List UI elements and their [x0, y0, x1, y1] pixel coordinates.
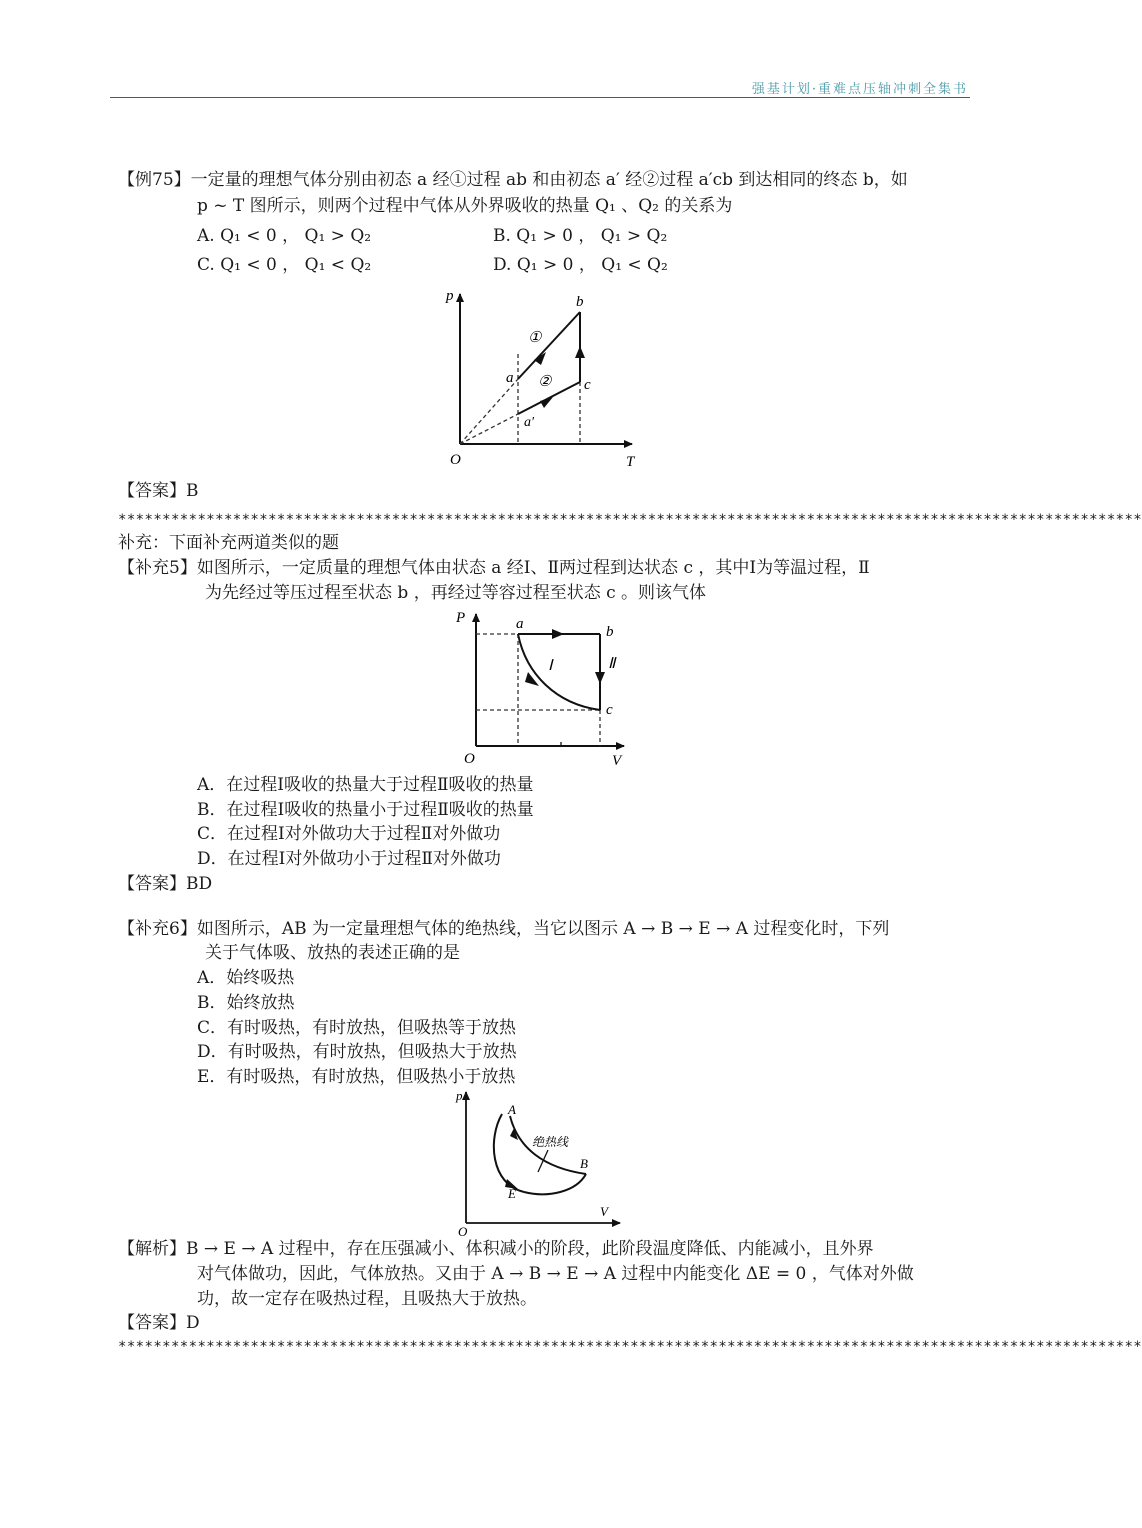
s6-option-b: B．始终放热 — [197, 993, 295, 1013]
process-cb-arrow — [575, 346, 585, 358]
supplement-intro: 补充：下面补充两道类似的题 — [118, 533, 339, 553]
header-rule — [110, 97, 970, 98]
label-p: p — [446, 288, 454, 304]
ex75-option-c: C. Q₁ < 0 ， Q₁ < Q₂ — [197, 255, 372, 275]
running-header: 强基计划·重难点压轴冲刺全集书 — [751, 82, 968, 97]
ex75-option-d: D. Q₁ > 0 ， Q₁ < Q₂ — [493, 255, 668, 275]
label-c: c — [584, 377, 591, 393]
label-adiabat: 绝热线 — [532, 1135, 569, 1149]
ex75-question-2: p ~ T 图所示，则两个过程中气体从外界吸收的热量 Q₁ 、Q₂ 的关系为 — [197, 196, 733, 216]
process-BE — [524, 1174, 586, 1194]
s6-question-2: 关于气体吸、放热的表述正确的是 — [205, 943, 460, 963]
ex75-option-b: B. Q₁ > 0 ， Q₁ > Q₂ — [493, 226, 668, 246]
s5-option-a: A．在过程Ⅰ吸收的热量大于过程Ⅱ吸收的热量 — [197, 775, 534, 795]
label-process-1: ① — [528, 330, 542, 346]
s5-option-d: D．在过程Ⅰ对外做功小于过程Ⅱ对外做功 — [197, 849, 501, 869]
s6-analysis-3: 功，故一定存在吸热过程，且吸热大于放热。 — [197, 1289, 537, 1309]
label-A: A — [508, 1102, 516, 1117]
ex75-line1 — [118, 168, 908, 192]
s6-question-1: 如图所示，AB 为一定量理想气体的绝热线，当它以图示 A → B → E → A 过程变化时，下列 — [196, 919, 890, 939]
label-a: a — [506, 370, 514, 386]
ex75-question-1: 一定量的理想气体分别由初态 a 经①过程 ab 和由初态 a′ 经②过程 a′cb 到达相同的终态 b，如 — [190, 170, 908, 190]
label-O: O — [450, 452, 461, 468]
s5-PV-diagram — [448, 608, 638, 768]
label-process-I: Ⅰ — [548, 658, 553, 674]
label-V: V — [600, 1204, 608, 1219]
ab-arrow — [552, 629, 564, 639]
s5-answer: 【答案】BD — [118, 874, 213, 894]
s6-line1 — [118, 917, 889, 941]
ex75-answer: 【答案】B — [118, 481, 199, 501]
s6-tag: 【补充6】 — [118, 919, 197, 939]
process-EA — [494, 1114, 524, 1192]
label-V: V — [612, 753, 622, 769]
label-b: b — [576, 294, 584, 310]
label-a-prime: a′ — [524, 415, 535, 430]
ex75-option-a: A. Q₁ < 0 ， Q₁ > Q₂ — [197, 226, 372, 246]
isothermal-ac — [518, 634, 600, 710]
label-O: O — [464, 751, 475, 767]
isochore-a-prime — [460, 414, 518, 444]
s5-option-b: B．在过程Ⅰ吸收的热量小于过程Ⅱ吸收的热量 — [197, 800, 534, 820]
s5-question-2: 为先经过等压过程至状态 b ，再经过等容过程至状态 c 。则该气体 — [205, 583, 707, 603]
s6-option-e: E．有时吸热，有时放热，但吸热小于放热 — [197, 1067, 516, 1087]
label-T: T — [626, 454, 635, 470]
label-p: p — [456, 1088, 463, 1103]
s5-tag: 【补充5】 — [118, 558, 197, 578]
label-O: O — [458, 1224, 468, 1239]
separator-2: ******************************************************************************************************************** — [118, 1339, 1142, 1355]
isochore-a — [460, 379, 518, 444]
s6-pV-diagram — [452, 1088, 632, 1238]
adiabat-leader — [538, 1150, 548, 1172]
ex75-tag: 【例75】 — [118, 170, 191, 190]
s6-option-a: A．始终吸热 — [197, 968, 295, 988]
s6-analysis-2: 对气体做功，因此，气体放热。又由于 A → B → E → A 过程中内能变化 ΔE = 0 ，气体对外做 — [197, 1264, 914, 1284]
label-E: E — [508, 1186, 516, 1201]
label-B: B — [580, 1156, 588, 1171]
label-P: P — [456, 610, 466, 626]
label-b: b — [606, 624, 614, 640]
bc-arrow — [595, 672, 605, 684]
s6-analysis-1: B → E → A 过程中，存在压强减小、体积减小的阶段，此阶段温度降低、内能减小，且外界 — [186, 1239, 874, 1259]
label-a: a — [516, 616, 524, 632]
label-c: c — [606, 702, 613, 718]
s5-question-1: 如图所示，一定质量的理想气体由状态 a 经Ⅰ、Ⅱ两过程到达状态 c ，其中Ⅰ为等温过程，Ⅱ — [196, 558, 870, 578]
label-process-2: ② — [538, 374, 552, 390]
label-process-II: Ⅱ — [608, 656, 616, 672]
s6-analysis-tag: 【解析】 — [118, 1239, 186, 1259]
s6-answer: 【答案】D — [118, 1313, 200, 1333]
s5-option-c: C．在过程Ⅰ对外做功大于过程Ⅱ对外做功 — [197, 824, 501, 844]
s6-analysis-line1 — [118, 1237, 874, 1261]
s6-option-d: D．有时吸热，有时放热，但吸热大于放热 — [197, 1042, 517, 1062]
ex75-pT-diagram — [430, 282, 650, 472]
separator-1: ******************************************************************************************************************** — [118, 512, 1142, 528]
s6-option-c: C．有时吸热，有时放热，但吸热等于放热 — [197, 1018, 517, 1038]
s5-line1 — [118, 556, 870, 580]
